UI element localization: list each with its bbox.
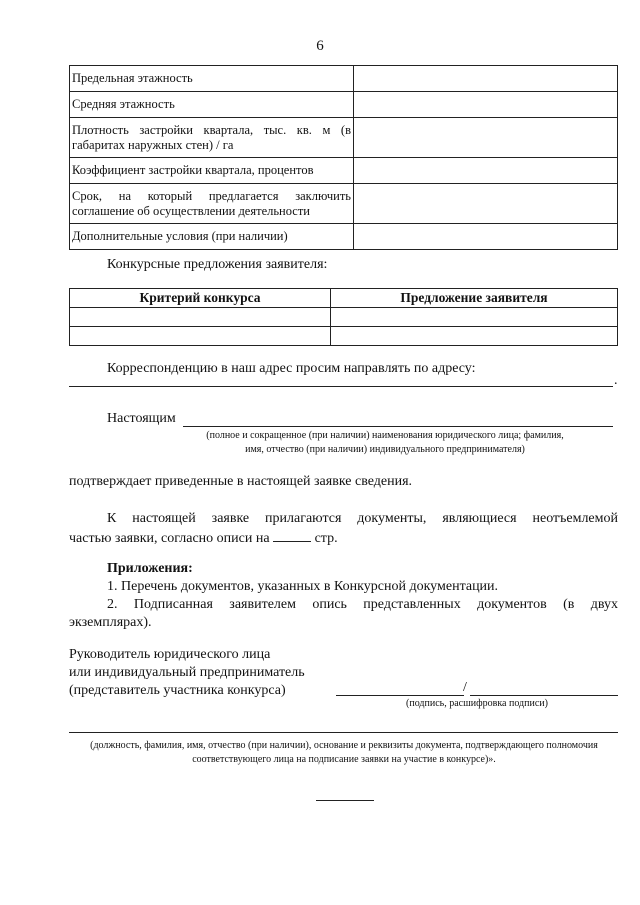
hereby-label: Настоящим: [107, 411, 176, 426]
table-row: [70, 92, 618, 118]
signature-separator: /: [463, 680, 467, 695]
page-number: 6: [316, 38, 324, 54]
attached-text-line2: [69, 528, 338, 548]
confirms-text: подтверждает приведенные в настоящей заявке сведения.: [69, 474, 413, 489]
head-title-line: (представитель участника конкурса): [69, 683, 286, 698]
hereby-note: [150, 429, 620, 457]
appendices-heading: Приложения:: [107, 561, 193, 576]
head-title-line: или индивидуальный предприниматель: [69, 665, 305, 680]
row-label: Коэффициент застройки квартала, процентов: [70, 158, 354, 184]
signature-note: (подпись, расшифровка подписи): [406, 698, 548, 709]
row-label: Дополнительные условия (при наличии): [70, 224, 354, 250]
page-count-line: [273, 528, 311, 542]
table-header-row: [70, 289, 618, 308]
row-value: [354, 118, 618, 158]
table-row: [70, 308, 618, 327]
end-rule: [316, 800, 374, 801]
row-value: [354, 158, 618, 184]
table-row: [70, 224, 618, 250]
note-line: имя, отчество (при наличии) индивидуального предпринимателя): [245, 444, 525, 455]
parameters-table: [69, 65, 618, 250]
table-cell: [331, 327, 618, 346]
appendix-item-continued: экземплярах).: [69, 615, 152, 630]
signature-decryption-line: [470, 695, 618, 696]
row-value: [354, 224, 618, 250]
row-label: Срок, на который предлагается заключить соглашение об осуществлении деятельности: [70, 184, 354, 224]
criteria-table: [69, 288, 618, 346]
row-label: Предельная этажность: [70, 66, 354, 92]
head-title-line: Руководитель юридического лица: [69, 647, 271, 662]
row-value: [354, 66, 618, 92]
table-row: [70, 118, 618, 158]
row-value: [354, 184, 618, 224]
table-row: [70, 66, 618, 92]
row-value: [354, 92, 618, 118]
note-line: (должность, фамилия, имя, отчество (при наличии), основание и реквизиты документа, подтверждающего полномочия: [90, 740, 598, 751]
appendix-item: 2. Подписанная заявителем опись представленных документов (в двух: [107, 597, 618, 612]
table-cell: [70, 327, 331, 346]
row-label: Средняя этажность: [70, 92, 354, 118]
attached-text-part: частью заявки, согласно описи на: [69, 531, 270, 546]
position-line: [69, 732, 618, 733]
attached-text-line1: К настоящей заявке прилагаются документы, являющиеся неотъемлемой: [107, 511, 618, 526]
correspondence-text: Корреспонденцию в наш адрес просим направлять по адресу:: [107, 361, 476, 376]
table-row: [70, 184, 618, 224]
footer-note: [64, 739, 624, 767]
column-header: Критерий конкурса: [70, 289, 331, 308]
proposals-heading: Конкурсные предложения заявителя:: [107, 257, 328, 272]
table-cell: [331, 308, 618, 327]
applicant-name-line: [183, 426, 613, 427]
address-line: [69, 386, 613, 387]
appendix-item: 1. Перечень документов, указанных в Конкурсной документации.: [107, 579, 499, 594]
row-label: Плотность застройки квартала, тыс. кв. м (в габаритах наружных стен) / га: [70, 118, 354, 158]
table-row: [70, 158, 618, 184]
note-line: соответствующего лица на подписание заявки на участие в конкурсе)».: [192, 754, 496, 765]
period: .: [614, 373, 618, 388]
signature-line: [336, 695, 464, 696]
note-line: (полное и сокращенное (при наличии) наименования юридического лица; фамилия,: [206, 430, 564, 441]
attached-text-pages: стр.: [314, 531, 338, 546]
table-cell: [70, 308, 331, 327]
table-row: [70, 327, 618, 346]
column-header: Предложение заявителя: [331, 289, 618, 308]
